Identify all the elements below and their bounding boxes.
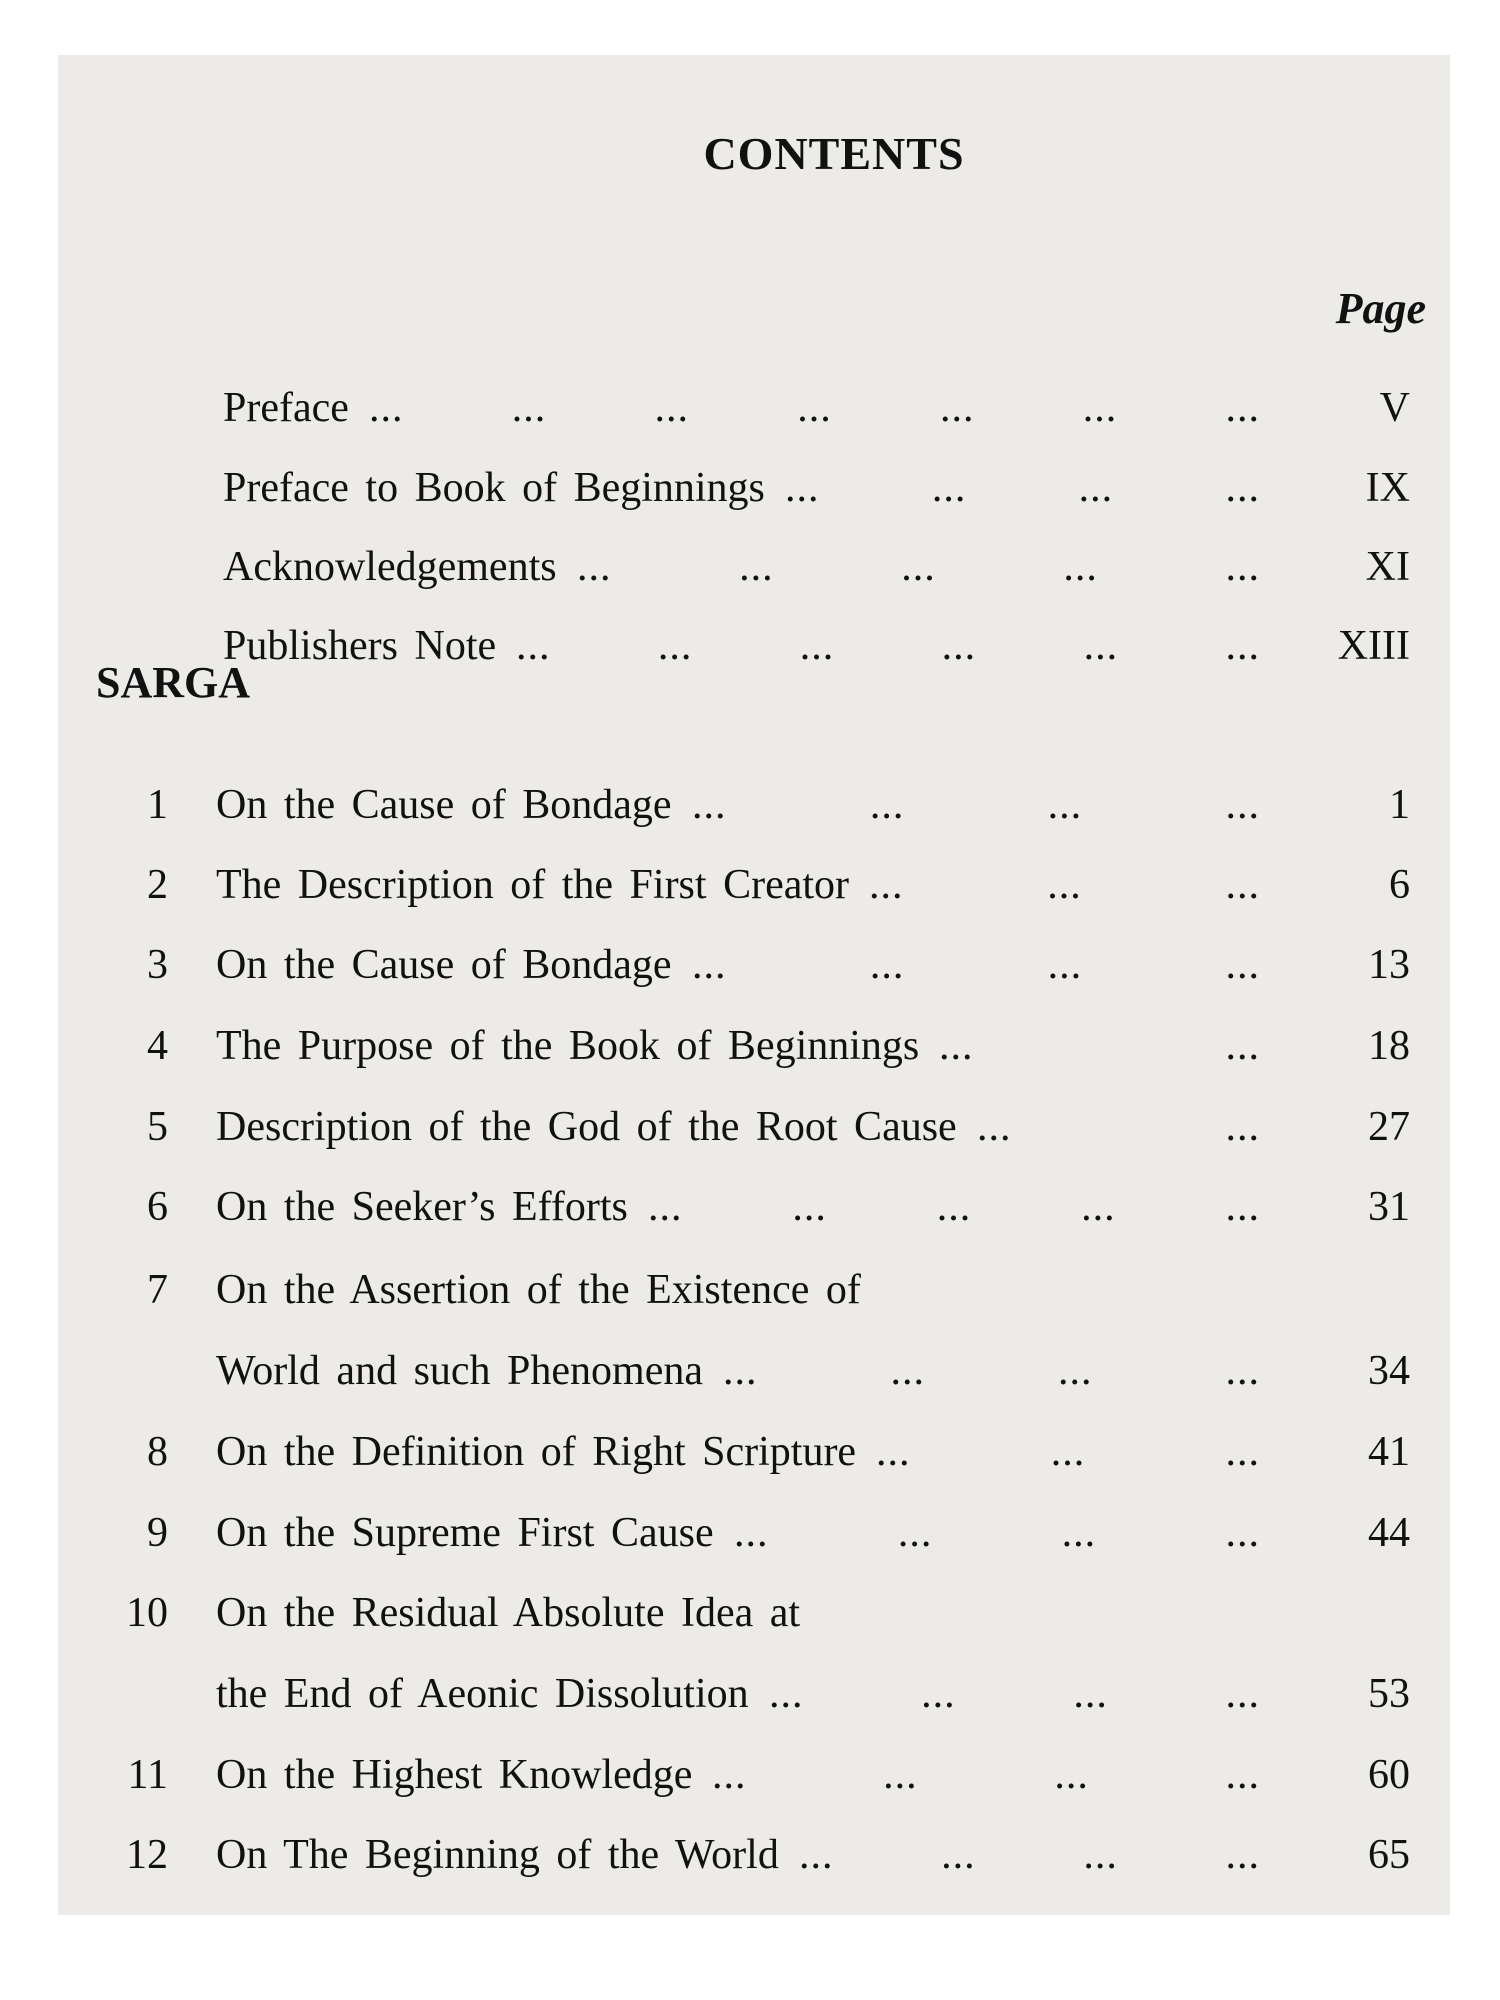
toc-entry-title: Preface to Book of Beginnings <box>223 465 765 511</box>
leader-dots: ... ... <box>977 1104 1260 1150</box>
toc-entry <box>58 770 1450 840</box>
toc-entry <box>58 373 1450 443</box>
toc-entry-page: 6 <box>1389 862 1410 908</box>
toc-entry-page: 1 <box>1389 782 1410 828</box>
toc-entry-page: 65 <box>1368 1832 1410 1878</box>
toc-entry <box>58 1255 1450 1325</box>
page-column-label: Page <box>1335 284 1426 333</box>
toc-entry-page: 27 <box>1368 1104 1410 1150</box>
toc-entry-page: 60 <box>1368 1752 1410 1798</box>
leader-dots: ... ... ... <box>869 862 1260 908</box>
toc-entry <box>58 1820 1450 1890</box>
leader-dots: ... ... ... <box>876 1429 1260 1475</box>
toc-entry-page: XI <box>1365 544 1410 590</box>
toc-entry-title: On the Highest Knowledge <box>216 1752 693 1798</box>
toc-entry-title: On the Definition of Right Scripture <box>216 1429 857 1475</box>
page-title: CONTENTS <box>703 128 965 179</box>
leader-dots: ... ... ... ... <box>769 1671 1260 1717</box>
leader-dots: ... ... <box>939 1023 1260 1069</box>
toc-entry-number: 2 <box>147 862 168 908</box>
toc-entry-title: Preface <box>223 385 349 431</box>
toc-entry-number: 9 <box>147 1510 168 1556</box>
toc-entry-page: V <box>1379 385 1410 431</box>
contents-page <box>58 55 1450 1915</box>
toc-entry <box>58 532 1450 602</box>
toc-entry-page: IX <box>1365 465 1410 511</box>
toc-entry <box>58 611 1450 681</box>
toc-entry <box>58 1740 1450 1810</box>
toc-entry-title: The Description of the First Creator <box>216 862 850 908</box>
toc-entry <box>58 1578 1450 1648</box>
toc-entry-title: On the Supreme First Cause <box>216 1510 714 1556</box>
leader-dots: ... ... ... ... ... ... ... <box>369 385 1260 431</box>
toc-entry-number: 7 <box>147 1267 168 1313</box>
toc-entry-number: 3 <box>147 942 168 988</box>
leader-dots: ... ... ... ... <box>692 942 1260 988</box>
toc-entry-title: On the Cause of Bondage <box>216 782 672 828</box>
leader-dots: ... ... ... ... <box>692 782 1260 828</box>
leader-dots: ... ... ... ... <box>712 1752 1260 1798</box>
leader-dots: ... ... ... ... ... <box>648 1184 1260 1230</box>
toc-entry <box>58 1417 1450 1487</box>
toc-entry-continuation <box>58 1336 1450 1406</box>
toc-entry-number: 12 <box>126 1832 168 1878</box>
toc-entry-title: The Purpose of the Book of Beginnings <box>216 1023 920 1069</box>
toc-entry-title-continued: World and such Phenomena <box>216 1348 704 1394</box>
toc-entry-number: 6 <box>147 1184 168 1230</box>
toc-entry-number: 5 <box>147 1104 168 1150</box>
toc-entry-number: 10 <box>126 1590 168 1636</box>
toc-entry <box>58 1011 1450 1081</box>
toc-entry-page: 31 <box>1368 1184 1410 1230</box>
toc-entry-number: 8 <box>147 1429 168 1475</box>
toc-entry-page: 44 <box>1368 1510 1410 1556</box>
toc-entry-title: Description of the God of the Root Cause <box>216 1104 957 1150</box>
toc-entry-number: 1 <box>147 782 168 828</box>
leader-dots: ... ... ... ... <box>723 1348 1260 1394</box>
section-heading: SARGA <box>96 658 251 707</box>
toc-entry-title: On the Cause of Bondage <box>216 942 672 988</box>
toc-entry-title: On the Residual Absolute Idea at <box>216 1590 801 1636</box>
toc-entry <box>58 453 1450 523</box>
toc-entry <box>58 1092 1450 1162</box>
toc-entry <box>58 1498 1450 1568</box>
toc-entry-title: On the Seeker’s Efforts <box>216 1184 628 1230</box>
toc-entry-continuation <box>58 1659 1450 1729</box>
toc-entry-title: On the Assertion of the Existence of <box>216 1267 861 1313</box>
toc-entry <box>58 1172 1450 1242</box>
leader-dots: ... ... ... ... <box>785 465 1260 511</box>
toc-entry-page: 13 <box>1368 942 1410 988</box>
toc-entry-title: Acknowledgements <box>223 544 557 590</box>
toc-entry-title: On The Beginning of the World <box>216 1832 779 1878</box>
toc-entry-title-continued: the End of Aeonic Dissolution <box>216 1671 749 1717</box>
page-scan <box>58 55 1450 1915</box>
toc-entry-page: 41 <box>1368 1429 1410 1475</box>
toc-entry-number: 4 <box>147 1023 168 1069</box>
leader-dots: ... ... ... ... <box>799 1832 1260 1878</box>
leader-dots: ... ... ... ... <box>734 1510 1260 1556</box>
toc-entry <box>58 930 1450 1000</box>
toc-entry-page: XIII <box>1337 623 1410 669</box>
leader-dots: ... ... ... ... ... ... <box>516 623 1260 669</box>
toc-entry-title: Publishers Note <box>223 623 497 669</box>
toc-entry-page: 18 <box>1368 1023 1410 1069</box>
toc-entry-page: 34 <box>1368 1348 1410 1394</box>
leader-dots: ... ... ... ... ... <box>577 544 1260 590</box>
toc-entry-page: 53 <box>1368 1671 1410 1717</box>
toc-entry-number: 11 <box>127 1752 168 1798</box>
toc-entry <box>58 850 1450 920</box>
